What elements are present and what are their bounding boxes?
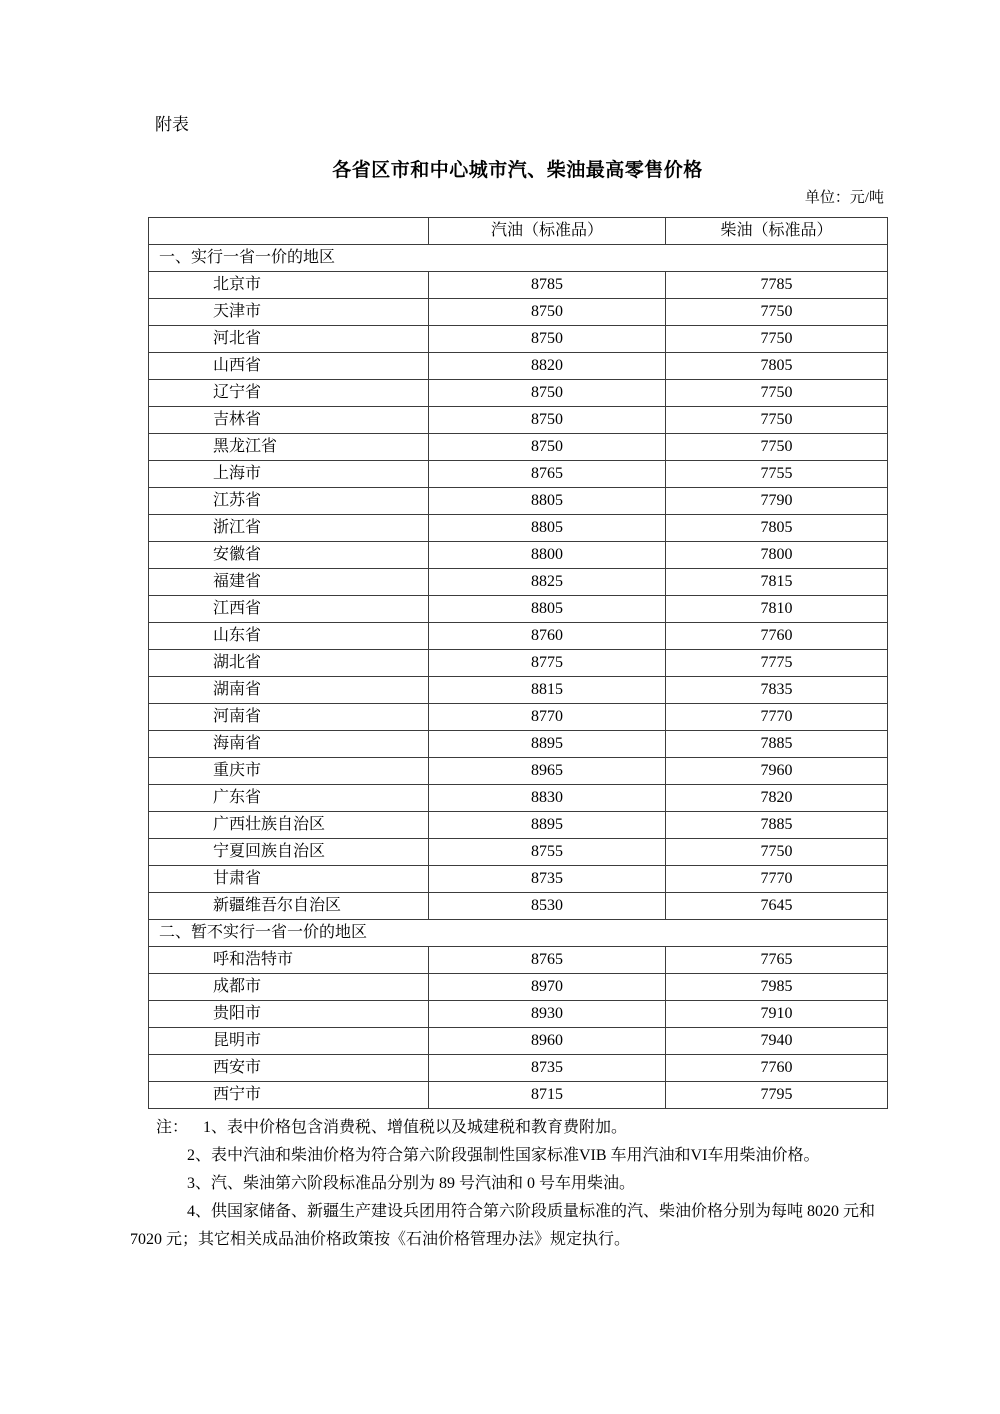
gasoline-price-cell: 8770 xyxy=(429,704,666,731)
table-row xyxy=(149,758,888,785)
gasoline-price-cell: 8895 xyxy=(429,812,666,839)
gasoline-price-cell: 8895 xyxy=(429,731,666,758)
note-item: 2、表中汽油和柴油价格为符合第六阶段强制性国家标准VIB 车用汽油和VI车用柴油价格。 xyxy=(187,1147,820,1164)
table-row xyxy=(149,974,888,1001)
note-item xyxy=(130,1114,886,1142)
gasoline-price-cell: 8715 xyxy=(429,1082,666,1109)
notes-label: 注： xyxy=(156,1119,189,1136)
gasoline-price-cell: 8750 xyxy=(429,434,666,461)
gasoline-price-cell: 8765 xyxy=(429,947,666,974)
table-row xyxy=(149,947,888,974)
diesel-price-cell: 7750 xyxy=(666,299,888,326)
diesel-price-cell: 7750 xyxy=(666,326,888,353)
diesel-price-cell: 7750 xyxy=(666,434,888,461)
region-cell: 北京市 xyxy=(149,272,429,299)
region-cell: 甘肃省 xyxy=(149,866,429,893)
table-row xyxy=(149,785,888,812)
diesel-price-cell: 7775 xyxy=(666,650,888,677)
gasoline-price-cell: 8750 xyxy=(429,380,666,407)
gasoline-price-cell: 8965 xyxy=(429,758,666,785)
region-cell: 呼和浩特市 xyxy=(149,947,429,974)
diesel-price-cell: 7770 xyxy=(666,866,888,893)
diesel-price-cell: 7805 xyxy=(666,515,888,542)
region-cell: 新疆维吾尔自治区 xyxy=(149,893,429,920)
region-cell: 江西省 xyxy=(149,596,429,623)
price-table-body xyxy=(149,245,888,1109)
table-row xyxy=(149,596,888,623)
region-cell: 河南省 xyxy=(149,704,429,731)
diesel-price-cell: 7985 xyxy=(666,974,888,1001)
gasoline-price-cell: 8830 xyxy=(429,785,666,812)
table-row xyxy=(149,272,888,299)
diesel-price-cell: 7800 xyxy=(666,542,888,569)
gasoline-price-cell: 8805 xyxy=(429,488,666,515)
table-row xyxy=(149,1028,888,1055)
region-column-header xyxy=(149,218,429,245)
table-header-row xyxy=(149,218,888,245)
diesel-price-cell: 7835 xyxy=(666,677,888,704)
region-cell: 黑龙江省 xyxy=(149,434,429,461)
diesel-price-cell: 7755 xyxy=(666,461,888,488)
table-row xyxy=(149,731,888,758)
region-cell: 河北省 xyxy=(149,326,429,353)
gasoline-price-cell: 8750 xyxy=(429,299,666,326)
gasoline-price-cell: 8750 xyxy=(429,407,666,434)
gasoline-price-cell: 8750 xyxy=(429,326,666,353)
table-row xyxy=(149,569,888,596)
table-row xyxy=(149,1082,888,1109)
diesel-price-cell: 7770 xyxy=(666,704,888,731)
region-cell: 上海市 xyxy=(149,461,429,488)
table-row xyxy=(149,1001,888,1028)
table-row xyxy=(149,677,888,704)
diesel-price-cell: 7820 xyxy=(666,785,888,812)
appendix-label: 附表 xyxy=(155,115,189,134)
region-cell: 湖北省 xyxy=(149,650,429,677)
diesel-price-cell: 7815 xyxy=(666,569,888,596)
gasoline-price-cell: 8530 xyxy=(429,893,666,920)
gasoline-price-cell: 8820 xyxy=(429,353,666,380)
table-row xyxy=(149,380,888,407)
gasoline-price-cell: 8765 xyxy=(429,461,666,488)
note-item: 4、供国家储备、新疆生产建设兵团用符合第六阶段质量标准的汽、柴油价格分别为每吨 8020 元和 7020 元；其它相关成品油价格政策按《石油价格管理办法》规定执行。 xyxy=(130,1203,876,1248)
region-cell: 宁夏回族自治区 xyxy=(149,839,429,866)
region-cell: 安徽省 xyxy=(149,542,429,569)
note-item: 3、汽、柴油第六阶段标准品分别为 89 号汽油和 0 号车用柴油。 xyxy=(187,1175,636,1192)
region-cell: 山东省 xyxy=(149,623,429,650)
table-row xyxy=(149,407,888,434)
gasoline-price-cell: 8970 xyxy=(429,974,666,1001)
table-row xyxy=(149,299,888,326)
diesel-price-cell: 7750 xyxy=(666,407,888,434)
table-row xyxy=(149,866,888,893)
region-cell: 江苏省 xyxy=(149,488,429,515)
gasoline-price-cell: 8760 xyxy=(429,623,666,650)
table-row xyxy=(149,839,888,866)
diesel-price-cell: 7760 xyxy=(666,623,888,650)
region-cell: 广西壮族自治区 xyxy=(149,812,429,839)
region-cell: 吉林省 xyxy=(149,407,429,434)
diesel-price-cell: 7765 xyxy=(666,947,888,974)
region-cell: 成都市 xyxy=(149,974,429,1001)
diesel-price-cell: 7785 xyxy=(666,272,888,299)
region-cell: 浙江省 xyxy=(149,515,429,542)
gasoline-price-cell: 8775 xyxy=(429,650,666,677)
page-title: 各省区市和中心城市汽、柴油最高零售价格 xyxy=(332,160,703,181)
diesel-price-cell: 7960 xyxy=(666,758,888,785)
gasoline-price-cell: 8800 xyxy=(429,542,666,569)
diesel-price-cell: 7750 xyxy=(666,839,888,866)
gasoline-price-cell: 8755 xyxy=(429,839,666,866)
gasoline-price-cell: 8805 xyxy=(429,515,666,542)
region-cell: 天津市 xyxy=(149,299,429,326)
region-cell: 贵阳市 xyxy=(149,1001,429,1028)
gasoline-price-cell: 8960 xyxy=(429,1028,666,1055)
diesel-price-cell: 7885 xyxy=(666,812,888,839)
region-cell: 西宁市 xyxy=(149,1082,429,1109)
gasoline-price-cell: 8930 xyxy=(429,1001,666,1028)
table-row xyxy=(149,623,888,650)
diesel-price-cell: 7910 xyxy=(666,1001,888,1028)
region-cell: 海南省 xyxy=(149,731,429,758)
table-row xyxy=(149,812,888,839)
diesel-price-cell: 7750 xyxy=(666,380,888,407)
note-text: 1、表中价格包含消费税、增值税以及城建税和教育费附加。 xyxy=(203,1119,628,1136)
region-cell: 湖南省 xyxy=(149,677,429,704)
region-cell: 广东省 xyxy=(149,785,429,812)
diesel-price-cell: 7760 xyxy=(666,1055,888,1082)
diesel-column-header: 柴油（标准品） xyxy=(666,218,888,245)
table-row xyxy=(149,1055,888,1082)
price-table xyxy=(148,217,888,1109)
gasoline-price-cell: 8785 xyxy=(429,272,666,299)
region-cell: 辽宁省 xyxy=(149,380,429,407)
table-row xyxy=(149,893,888,920)
section-heading-row xyxy=(149,920,888,947)
diesel-price-cell: 7885 xyxy=(666,731,888,758)
region-cell: 昆明市 xyxy=(149,1028,429,1055)
unit-label: 单位：元/吨 xyxy=(804,190,884,206)
region-cell: 福建省 xyxy=(149,569,429,596)
table-row xyxy=(149,515,888,542)
section-heading: 二、暂不实行一省一价的地区 xyxy=(149,920,888,947)
table-row xyxy=(149,704,888,731)
table-row xyxy=(149,353,888,380)
table-row xyxy=(149,326,888,353)
region-cell: 山西省 xyxy=(149,353,429,380)
gasoline-price-cell: 8735 xyxy=(429,866,666,893)
diesel-price-cell: 7795 xyxy=(666,1082,888,1109)
region-cell: 重庆市 xyxy=(149,758,429,785)
diesel-price-cell: 7645 xyxy=(666,893,888,920)
section-heading: 一、实行一省一价的地区 xyxy=(149,245,888,272)
gasoline-price-cell: 8825 xyxy=(429,569,666,596)
gasoline-column-header: 汽油（标准品） xyxy=(429,218,666,245)
notes-section xyxy=(130,1114,886,1254)
diesel-price-cell: 7810 xyxy=(666,596,888,623)
gasoline-price-cell: 8735 xyxy=(429,1055,666,1082)
table-row xyxy=(149,488,888,515)
table-row xyxy=(149,434,888,461)
table-row xyxy=(149,542,888,569)
table-row xyxy=(149,650,888,677)
gasoline-price-cell: 8805 xyxy=(429,596,666,623)
diesel-price-cell: 7790 xyxy=(666,488,888,515)
gasoline-price-cell: 8815 xyxy=(429,677,666,704)
diesel-price-cell: 7805 xyxy=(666,353,888,380)
section-heading-row xyxy=(149,245,888,272)
region-cell: 西安市 xyxy=(149,1055,429,1082)
diesel-price-cell: 7940 xyxy=(666,1028,888,1055)
table-row xyxy=(149,461,888,488)
